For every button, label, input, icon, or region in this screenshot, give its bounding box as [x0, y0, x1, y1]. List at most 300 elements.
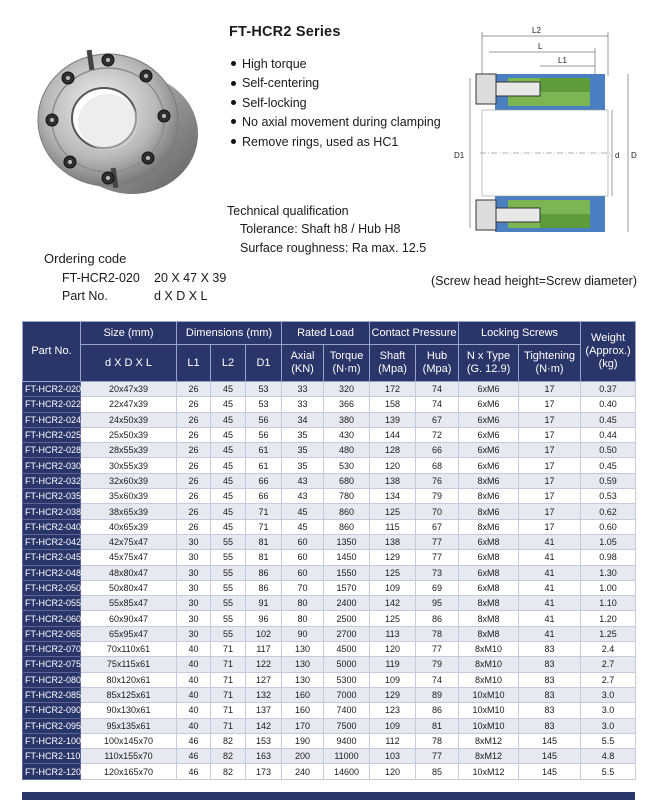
feature-item: No axial movement during clamping	[229, 114, 441, 133]
table-cell: 145	[519, 764, 581, 779]
table-cell: 32x60x39	[81, 473, 177, 488]
table-cell: 45	[211, 519, 246, 534]
table-cell: 142	[370, 596, 416, 611]
table-cell: 8xM8	[459, 596, 519, 611]
table-cell: 109	[370, 672, 416, 687]
table-cell: 17	[519, 519, 581, 534]
part-number-cell: FT-HCR2-100	[23, 733, 81, 748]
table-cell: 74	[416, 397, 459, 412]
dim-d1-label: D1	[454, 151, 465, 160]
table-cell: 0.50	[581, 443, 636, 458]
table-cell: 60	[282, 550, 324, 565]
table-cell: 1.10	[581, 596, 636, 611]
table-cell: 40	[177, 718, 211, 733]
dim-d-label: d	[615, 151, 620, 160]
table-cell: 55	[211, 534, 246, 549]
table-cell: 30	[177, 596, 211, 611]
table-cell: 5.5	[581, 733, 636, 748]
header-l2: L2	[211, 345, 246, 382]
table-cell: 71	[246, 504, 282, 519]
table-row	[23, 565, 636, 580]
table-cell: 30	[177, 550, 211, 565]
table-row	[23, 550, 636, 565]
table-cell: 55	[211, 611, 246, 626]
table-cell: 77	[416, 642, 459, 657]
table-cell: 26	[177, 458, 211, 473]
table-cell: 137	[246, 703, 282, 718]
table-cell: 71	[246, 519, 282, 534]
table-cell: 2500	[324, 611, 370, 626]
table-cell: 1550	[324, 565, 370, 580]
part-number-cell: FT-HCR2-030	[23, 458, 81, 473]
table-cell: 45	[211, 397, 246, 412]
table-cell: 0.62	[581, 504, 636, 519]
table-cell: 125	[370, 565, 416, 580]
table-cell: 41	[519, 611, 581, 626]
table-cell: 680	[324, 473, 370, 488]
table-cell: 1570	[324, 580, 370, 595]
table-cell: 46	[177, 733, 211, 748]
table-cell: 3.0	[581, 687, 636, 702]
part-number-cell: FT-HCR2-080	[23, 672, 81, 687]
table-cell: 45	[282, 519, 324, 534]
table-cell: 10xM10	[459, 718, 519, 733]
table-cell: 9400	[324, 733, 370, 748]
table-cell: 60x90x47	[81, 611, 177, 626]
table-cell: 128	[370, 443, 416, 458]
table-cell: 55x85x47	[81, 596, 177, 611]
header-dimensions: Dimensions (mm)	[177, 322, 282, 345]
table-cell: 117	[246, 642, 282, 657]
table-row	[23, 749, 636, 764]
table-cell: 25x50x39	[81, 427, 177, 442]
table-row	[23, 489, 636, 504]
table-cell: 76	[416, 473, 459, 488]
table-cell: 43	[282, 473, 324, 488]
table-cell: 38x65x39	[81, 504, 177, 519]
table-cell: 1.00	[581, 580, 636, 595]
table-cell: 71	[211, 703, 246, 718]
table-cell: 113	[370, 626, 416, 641]
table-cell: 8xM6	[459, 504, 519, 519]
part-number-cell: FT-HCR2-038	[23, 504, 81, 519]
table-cell: 96	[246, 611, 282, 626]
table-cell: 0.44	[581, 427, 636, 442]
table-cell: 8xM12	[459, 733, 519, 748]
table-cell: 160	[282, 703, 324, 718]
table-cell: 66	[246, 473, 282, 488]
table-cell: 81	[416, 718, 459, 733]
table-cell: 6xM6	[459, 382, 519, 397]
table-cell: 2.7	[581, 657, 636, 672]
table-cell: 138	[370, 473, 416, 488]
ordering-title: Ordering code	[44, 251, 127, 266]
table-cell: 8xM6	[459, 473, 519, 488]
table-cell: 1.25	[581, 626, 636, 641]
table-cell: 26	[177, 519, 211, 534]
table-cell: 109	[370, 580, 416, 595]
table-cell: 83	[519, 657, 581, 672]
table-cell: 130	[282, 657, 324, 672]
part-number-cell: FT-HCR2-075	[23, 657, 81, 672]
table-cell: 129	[370, 550, 416, 565]
table-cell: 530	[324, 458, 370, 473]
table-cell: 8xM12	[459, 749, 519, 764]
table-cell: 55	[211, 580, 246, 595]
table-cell: 7400	[324, 703, 370, 718]
table-cell: 86	[246, 565, 282, 580]
table-cell: 119	[370, 657, 416, 672]
table-cell: 95	[416, 596, 459, 611]
ordering-part-format: d X D X L	[154, 289, 208, 303]
table-cell: 172	[370, 382, 416, 397]
table-cell: 1350	[324, 534, 370, 549]
table-cell: 86	[246, 580, 282, 595]
table-cell: 67	[416, 519, 459, 534]
ordering-part-label: Part No.	[62, 289, 108, 303]
part-number-cell: FT-HCR2-050	[23, 580, 81, 595]
table-cell: 53	[246, 382, 282, 397]
header-part-no: Part No.	[23, 322, 81, 382]
table-cell: 366	[324, 397, 370, 412]
table-cell: 26	[177, 382, 211, 397]
table-cell: 2.7	[581, 672, 636, 687]
table-cell: 61	[246, 443, 282, 458]
table-cell: 10xM10	[459, 687, 519, 702]
bullet-icon	[231, 81, 236, 86]
table-row	[23, 473, 636, 488]
table-cell: 82	[211, 764, 246, 779]
table-cell: 70	[416, 504, 459, 519]
table-cell: 14600	[324, 764, 370, 779]
series-title: FT-HCR2 Series	[229, 24, 341, 40]
bullet-icon	[231, 139, 236, 144]
table-cell: 160	[282, 687, 324, 702]
table-cell: 46	[177, 749, 211, 764]
table-cell: 103	[370, 749, 416, 764]
header-locking-screws: Locking Screws	[459, 322, 581, 345]
table-cell: 6xM8	[459, 550, 519, 565]
part-number-cell: FT-HCR2-070	[23, 642, 81, 657]
header-d1: D1	[246, 345, 282, 382]
table-cell: 71	[211, 687, 246, 702]
table-cell: 20x47x39	[81, 382, 177, 397]
table-row	[23, 397, 636, 412]
part-number-cell: FT-HCR2-035	[23, 489, 81, 504]
table-cell: 34	[282, 412, 324, 427]
table-cell: 130	[282, 642, 324, 657]
table-row	[23, 672, 636, 687]
table-cell: 81	[246, 550, 282, 565]
table-cell: 80	[282, 596, 324, 611]
header-rated-load: Rated Load	[282, 322, 370, 345]
table-cell: 1.30	[581, 565, 636, 580]
part-number-cell: FT-HCR2-028	[23, 443, 81, 458]
table-cell: 132	[246, 687, 282, 702]
table-cell: 8xM10	[459, 672, 519, 687]
product-photo	[28, 38, 200, 198]
part-number-cell: FT-HCR2-060	[23, 611, 81, 626]
table-cell: 144	[370, 427, 416, 442]
table-cell: 2400	[324, 596, 370, 611]
table-cell: 122	[246, 657, 282, 672]
table-cell: 163	[246, 749, 282, 764]
table-cell: 17	[519, 427, 581, 442]
table-cell: 190	[282, 733, 324, 748]
table-cell: 26	[177, 504, 211, 519]
table-cell: 6xM6	[459, 427, 519, 442]
table-cell: 30	[177, 626, 211, 641]
table-cell: 40x65x39	[81, 519, 177, 534]
table-cell: 2.4	[581, 642, 636, 657]
table-cell: 83	[519, 718, 581, 733]
table-cell: 125	[370, 504, 416, 519]
table-cell: 35x60x39	[81, 489, 177, 504]
table-cell: 40	[177, 703, 211, 718]
table-cell: 40	[177, 687, 211, 702]
table-cell: 40	[177, 657, 211, 672]
table-cell: 83	[519, 687, 581, 702]
header-torque: Torque (N·m)	[324, 345, 370, 382]
ordering-example-dims: 20 X 47 X 39	[154, 271, 227, 285]
table-cell: 10xM12	[459, 764, 519, 779]
table-row	[23, 687, 636, 702]
table-cell: 41	[519, 596, 581, 611]
table-cell: 71	[211, 718, 246, 733]
table-cell: 46	[177, 764, 211, 779]
dim-big-d-label: D	[631, 151, 637, 160]
dim-l1-label: L1	[558, 56, 567, 65]
table-row	[23, 534, 636, 549]
table-row	[23, 626, 636, 641]
part-number-cell: FT-HCR2-040	[23, 519, 81, 534]
table-cell: 134	[370, 489, 416, 504]
table-cell: 173	[246, 764, 282, 779]
table-cell: 860	[324, 519, 370, 534]
table-cell: 6xM6	[459, 458, 519, 473]
table-cell: 8xM6	[459, 519, 519, 534]
table-cell: 68	[416, 458, 459, 473]
table-cell: 79	[416, 657, 459, 672]
table-cell: 70	[282, 580, 324, 595]
table-cell: 8xM10	[459, 642, 519, 657]
table-cell: 75x115x61	[81, 657, 177, 672]
table-cell: 4.8	[581, 749, 636, 764]
bottom-bar	[22, 792, 635, 800]
table-cell: 480	[324, 443, 370, 458]
table-cell: 8xM10	[459, 657, 519, 672]
table-cell: 86	[416, 611, 459, 626]
table-cell: 1.05	[581, 534, 636, 549]
table-cell: 6xM8	[459, 580, 519, 595]
table-cell: 55	[211, 596, 246, 611]
table-cell: 55	[211, 626, 246, 641]
table-cell: 33	[282, 382, 324, 397]
table-cell: 139	[370, 412, 416, 427]
table-cell: 170	[282, 718, 324, 733]
header-size: Size (mm)	[81, 322, 177, 345]
table-row	[23, 427, 636, 442]
part-number-cell: FT-HCR2-020	[23, 382, 81, 397]
table-row	[23, 519, 636, 534]
table-cell: 30x55x39	[81, 458, 177, 473]
screw-note: (Screw head height=Screw diameter)	[431, 274, 637, 288]
bullet-icon	[231, 61, 236, 66]
table-cell: 0.40	[581, 397, 636, 412]
ordering-example	[62, 271, 226, 285]
table-cell: 1.20	[581, 611, 636, 626]
table-cell: 430	[324, 427, 370, 442]
table-cell: 5000	[324, 657, 370, 672]
table-cell: 5300	[324, 672, 370, 687]
table-cell: 0.45	[581, 412, 636, 427]
table-cell: 41	[519, 550, 581, 565]
table-cell: 120	[370, 642, 416, 657]
table-cell: 78	[416, 626, 459, 641]
header-axial: Axial (KN)	[282, 345, 324, 382]
table-cell: 130	[282, 672, 324, 687]
table-cell: 83	[519, 703, 581, 718]
table-cell: 5.5	[581, 764, 636, 779]
table-cell: 65x95x47	[81, 626, 177, 641]
table-cell: 45	[211, 427, 246, 442]
part-number-cell: FT-HCR2-065	[23, 626, 81, 641]
table-row	[23, 733, 636, 748]
table-cell: 8xM8	[459, 611, 519, 626]
part-number-cell: FT-HCR2-095	[23, 718, 81, 733]
table-cell: 102	[246, 626, 282, 641]
table-cell: 72	[416, 427, 459, 442]
table-cell: 17	[519, 412, 581, 427]
table-cell: 77	[416, 550, 459, 565]
table-cell: 71	[211, 657, 246, 672]
table-cell: 8xM6	[459, 489, 519, 504]
table-cell: 35	[282, 427, 324, 442]
roughness-text: Surface roughness: Ra max. 12.5	[240, 241, 427, 255]
part-number-cell: FT-HCR2-045	[23, 550, 81, 565]
table-cell: 7000	[324, 687, 370, 702]
table-cell: 0.60	[581, 519, 636, 534]
table-cell: 33	[282, 397, 324, 412]
table-cell: 35	[282, 458, 324, 473]
table-row	[23, 657, 636, 672]
table-cell: 6xM8	[459, 565, 519, 580]
table-row	[23, 504, 636, 519]
part-number-cell: FT-HCR2-022	[23, 397, 81, 412]
table-cell: 28x55x39	[81, 443, 177, 458]
table-cell: 71	[211, 642, 246, 657]
table-cell: 90x130x61	[81, 703, 177, 718]
table-cell: 40	[177, 642, 211, 657]
header-size-format: d X D X L	[81, 345, 177, 382]
table-cell: 0.53	[581, 489, 636, 504]
table-cell: 83	[519, 642, 581, 657]
table-cell: 0.59	[581, 473, 636, 488]
table-cell: 380	[324, 412, 370, 427]
table-cell: 142	[246, 718, 282, 733]
table-cell: 56	[246, 427, 282, 442]
table-cell: 138	[370, 534, 416, 549]
table-cell: 2700	[324, 626, 370, 641]
technical-title: Technical qualification	[227, 204, 349, 218]
table-cell: 11000	[324, 749, 370, 764]
table-cell: 61	[246, 458, 282, 473]
feature-item: Self-locking	[229, 95, 441, 114]
part-number-cell: FT-HCR2-090	[23, 703, 81, 718]
table-cell: 86	[416, 703, 459, 718]
table-cell: 73	[416, 565, 459, 580]
table-cell: 82	[211, 733, 246, 748]
technical-drawing	[440, 18, 644, 246]
table-cell: 26	[177, 397, 211, 412]
table-cell: 6xM6	[459, 397, 519, 412]
table-cell: 45	[282, 504, 324, 519]
table-cell: 60	[282, 565, 324, 580]
table-row	[23, 764, 636, 779]
feature-item: High torque	[229, 56, 441, 75]
table-cell: 90	[282, 626, 324, 641]
tolerance-text: Tolerance: Shaft h8 / Hub H8	[240, 222, 401, 236]
table-cell: 78	[416, 733, 459, 748]
table-cell: 8xM8	[459, 626, 519, 641]
table-cell: 53	[246, 397, 282, 412]
table-cell: 35	[282, 443, 324, 458]
part-number-cell: FT-HCR2-085	[23, 687, 81, 702]
table-cell: 6xM6	[459, 412, 519, 427]
table-cell: 6xM6	[459, 443, 519, 458]
table-cell: 200	[282, 749, 324, 764]
table-cell: 70x110x61	[81, 642, 177, 657]
table-cell: 0.98	[581, 550, 636, 565]
part-number-cell: FT-HCR2-024	[23, 412, 81, 427]
table-cell: 145	[519, 733, 581, 748]
feature-item: Remove rings, used as HC1	[229, 134, 441, 153]
table-cell: 45	[211, 458, 246, 473]
dim-l-label: L	[538, 42, 543, 51]
table-cell: 30	[177, 534, 211, 549]
bullet-icon	[231, 119, 236, 124]
table-cell: 45	[211, 473, 246, 488]
table-cell: 240	[282, 764, 324, 779]
table-cell: 66	[416, 443, 459, 458]
header-tightening: Tightening (N·m)	[519, 345, 581, 382]
table-cell: 45	[211, 504, 246, 519]
part-number-cell: FT-HCR2-120	[23, 764, 81, 779]
table-cell: 153	[246, 733, 282, 748]
table-row	[23, 642, 636, 657]
table-cell: 41	[519, 626, 581, 641]
header-contact-pressure: Contact Pressure	[370, 322, 459, 345]
table-cell: 74	[416, 672, 459, 687]
table-row	[23, 443, 636, 458]
table-cell: 56	[246, 412, 282, 427]
table-cell: 320	[324, 382, 370, 397]
table-cell: 45	[211, 443, 246, 458]
table-cell: 60	[282, 534, 324, 549]
table-cell: 129	[370, 687, 416, 702]
table-cell: 123	[370, 703, 416, 718]
table-cell: 0.37	[581, 382, 636, 397]
table-cell: 85x125x61	[81, 687, 177, 702]
table-cell: 112	[370, 733, 416, 748]
table-cell: 120	[370, 458, 416, 473]
table-cell: 41	[519, 565, 581, 580]
table-cell: 77	[416, 749, 459, 764]
table-cell: 45x75x47	[81, 550, 177, 565]
spec-table	[22, 321, 636, 780]
table-cell: 109	[370, 718, 416, 733]
table-cell: 22x47x39	[81, 397, 177, 412]
